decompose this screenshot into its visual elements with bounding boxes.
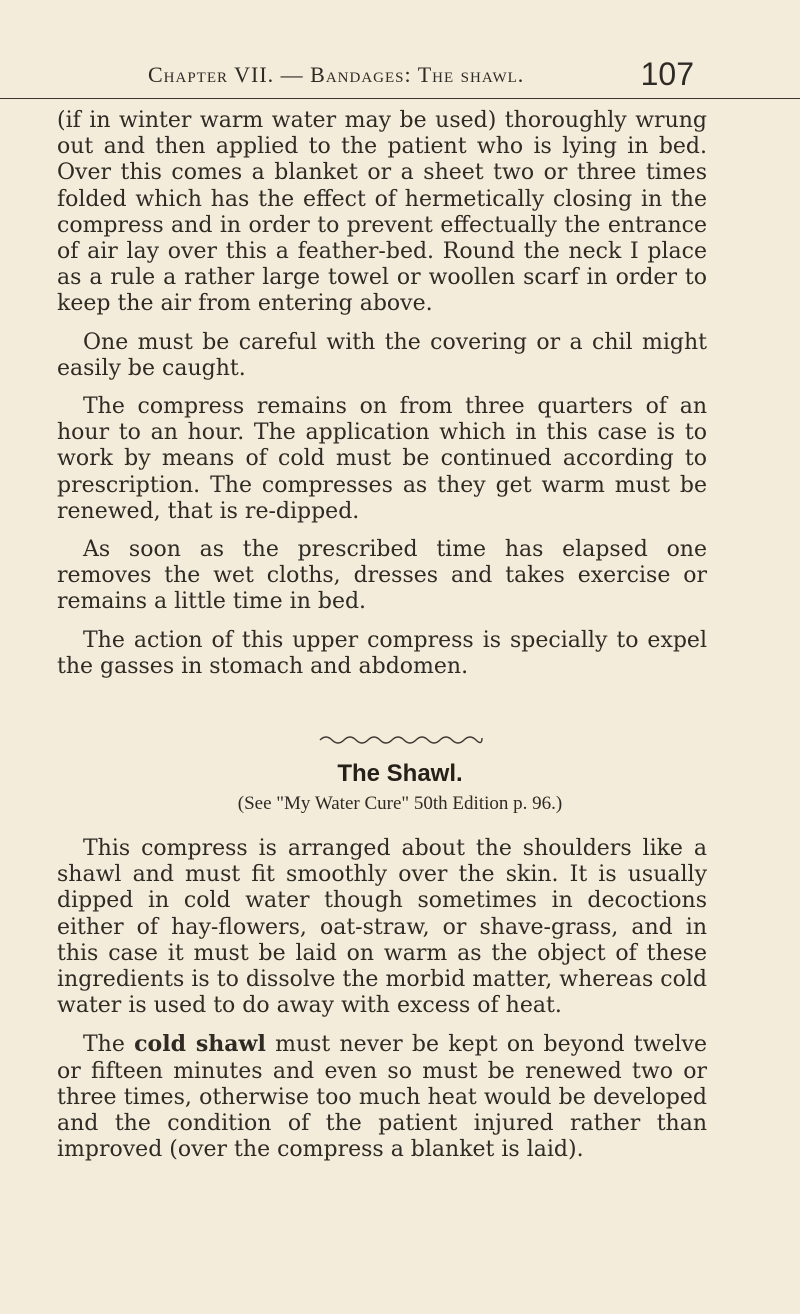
section-text	[57, 836, 707, 1175]
paragraph-lead: The	[83, 1032, 125, 1058]
bold-term: cold shawl	[134, 1031, 266, 1058]
paragraph: This compress is arranged about the shoulders like a shawl and must fit smoothly over the skin. It is usually dipped in cold water though sometimes in decoctions either of hay-flowers, oat-straw, or shave-grass, and in this case it must be laid on warm as the object of these ingredients is to dissolve the morbid matter, whereas cold water is used to do away with excess of heat.	[57, 836, 707, 1019]
paragraph: One must be careful with the covering or a chil might easily be caught.	[57, 329, 707, 381]
paragraph-rest: must never be kept on beyond twelve or fifteen minutes and even so must be renewed two or three times, otherwise too much heat would be developed and the condition of the patient injured rather than improved (over the compress a blanket is laid).	[57, 1032, 707, 1163]
section-heading: The Shawl.	[337, 760, 463, 787]
paragraph	[57, 1031, 707, 1163]
paragraph: The compress remains on from three quarters of an hour to an hour. The application which in this case is to work by means of cold must be continued according to prescription. The compresses as they get warm must be renewed, that is re-dipped.	[57, 394, 707, 524]
running-header	[0, 58, 800, 99]
paragraph: (if in winter warm water may be used) thoroughly wrung out and then applied to the patient who is lying in bed. Over this comes a blanket or a sheet two or three times folded which has the effect of hermetically closing in the compress and in order to prevent effectually the entrance of air lay over this a feather-bed. Round the neck I place as a rule a rather large towel or woollen scarf in order to keep the air from entering above.	[57, 108, 707, 317]
section-reference: (See "My Water Cure" 50th Edition p. 96.)	[237, 793, 563, 814]
chapter-title: Chapter VII. — Bandages: The shawl.	[148, 62, 525, 87]
paragraph: The action of this upper compress is specially to expel the gasses in stomach and abdomen.	[57, 627, 707, 679]
wavy-divider-ornament	[318, 732, 484, 744]
page-number: 107	[640, 56, 694, 92]
main-text	[57, 108, 707, 692]
paragraph: As soon as the prescribed time has elapsed one removes the wet cloths, dresses and takes exercise or remains a little time in bed.	[57, 537, 707, 615]
